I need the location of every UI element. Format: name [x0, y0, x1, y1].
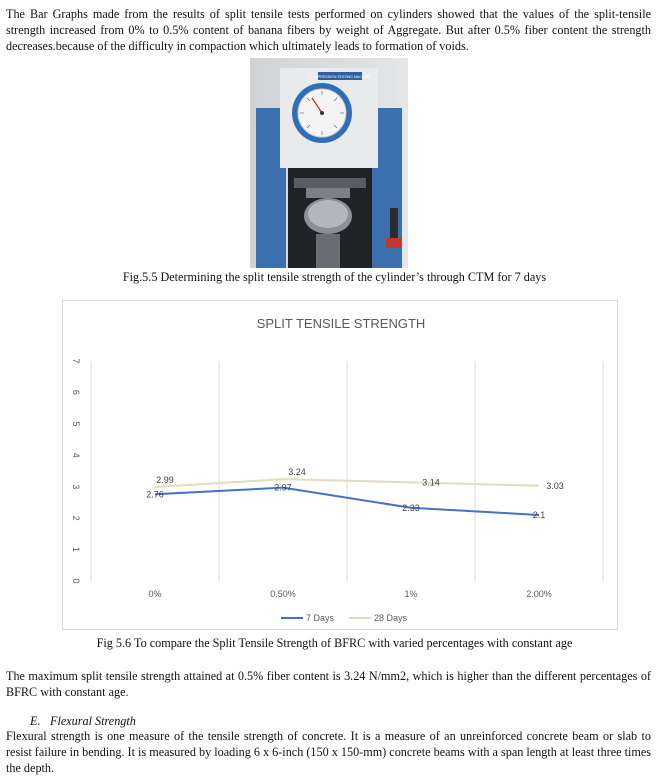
flexural-paragraph: Flexural strength is one measure of the tensile strength of concrete. It is a measure of an unreinforced concrete beam or slab to resist failure in bending. It is measured by loading 6 x 6-inch (150 x 150-mm) concrete beams with a span length at least three times the depth. [6, 729, 651, 775]
data-label: 2.33 [402, 502, 420, 513]
data-label: 3.14 [422, 477, 440, 488]
split-tensile-chart [62, 300, 618, 630]
figure-caption-5-6: Fig 5.6 To compare the Split Tensile Strength of BFRC with varied percentages with constant age [96, 636, 573, 650]
machine-label: COMPRESSION TESTING MACHINE [309, 75, 371, 79]
chart-gridlines [91, 361, 603, 581]
x-axis-ticks [148, 589, 551, 599]
y-tick-label: 4 [71, 452, 81, 458]
data-label: 2.97 [274, 482, 292, 493]
x-tick-label: 2.00% [526, 589, 552, 599]
section-number: E. [30, 714, 41, 728]
data-label: 2.76 [146, 489, 164, 500]
x-tick-label: 0% [148, 589, 162, 599]
chart-series [146, 467, 564, 520]
data-label: 3.03 [546, 480, 564, 491]
y-tick-label: 5 [70, 421, 81, 427]
section-heading [30, 714, 136, 729]
y-tick-label: 1 [71, 547, 81, 553]
ctm-machine-photo [250, 58, 408, 268]
y-tick-label: 2 [71, 515, 81, 521]
y-tick-label: 0 [71, 578, 81, 584]
x-tick-label: 1% [404, 589, 418, 599]
section-title: Flexural Strength [50, 714, 136, 728]
figure-caption-5-5: Fig.5.5 Determining the split tensile strength of the cylinder’s through CTM for 7 days [122, 270, 547, 284]
data-label: 3.24 [288, 467, 306, 478]
y-tick-label: 3 [71, 484, 81, 490]
legend-label: 7 Days [306, 613, 335, 623]
data-label: 2.99 [156, 475, 174, 486]
chart-title: SPLIT TENSILE STRENGTH [256, 316, 426, 331]
data-label: 2.1 [532, 510, 546, 520]
intro-paragraph: The Bar Graphs made from the results of split tensile tests performed on cylinders showed that the values of the split-tensile strength increased from 0% to 0.5% content of banana fibers by weight of Aggregate. But after 0.5% fiber content the strength decreases.because of the difficulty in compaction which ultimately leads to formation of voids. [6, 7, 651, 53]
x-tick-label: 0.50% [270, 589, 296, 599]
y-axis-ticks [71, 358, 81, 583]
chart-legend [281, 613, 408, 623]
y-tick-label: 7 [71, 358, 81, 364]
result-paragraph: The maximum split tensile strength attained at 0.5% fiber content is 3.24 N/mm2, which is higher than the different percentages of BFRC with constant age. [6, 669, 651, 699]
y-tick-label: 6 [71, 389, 81, 395]
legend-label: 28 Days [374, 613, 408, 623]
